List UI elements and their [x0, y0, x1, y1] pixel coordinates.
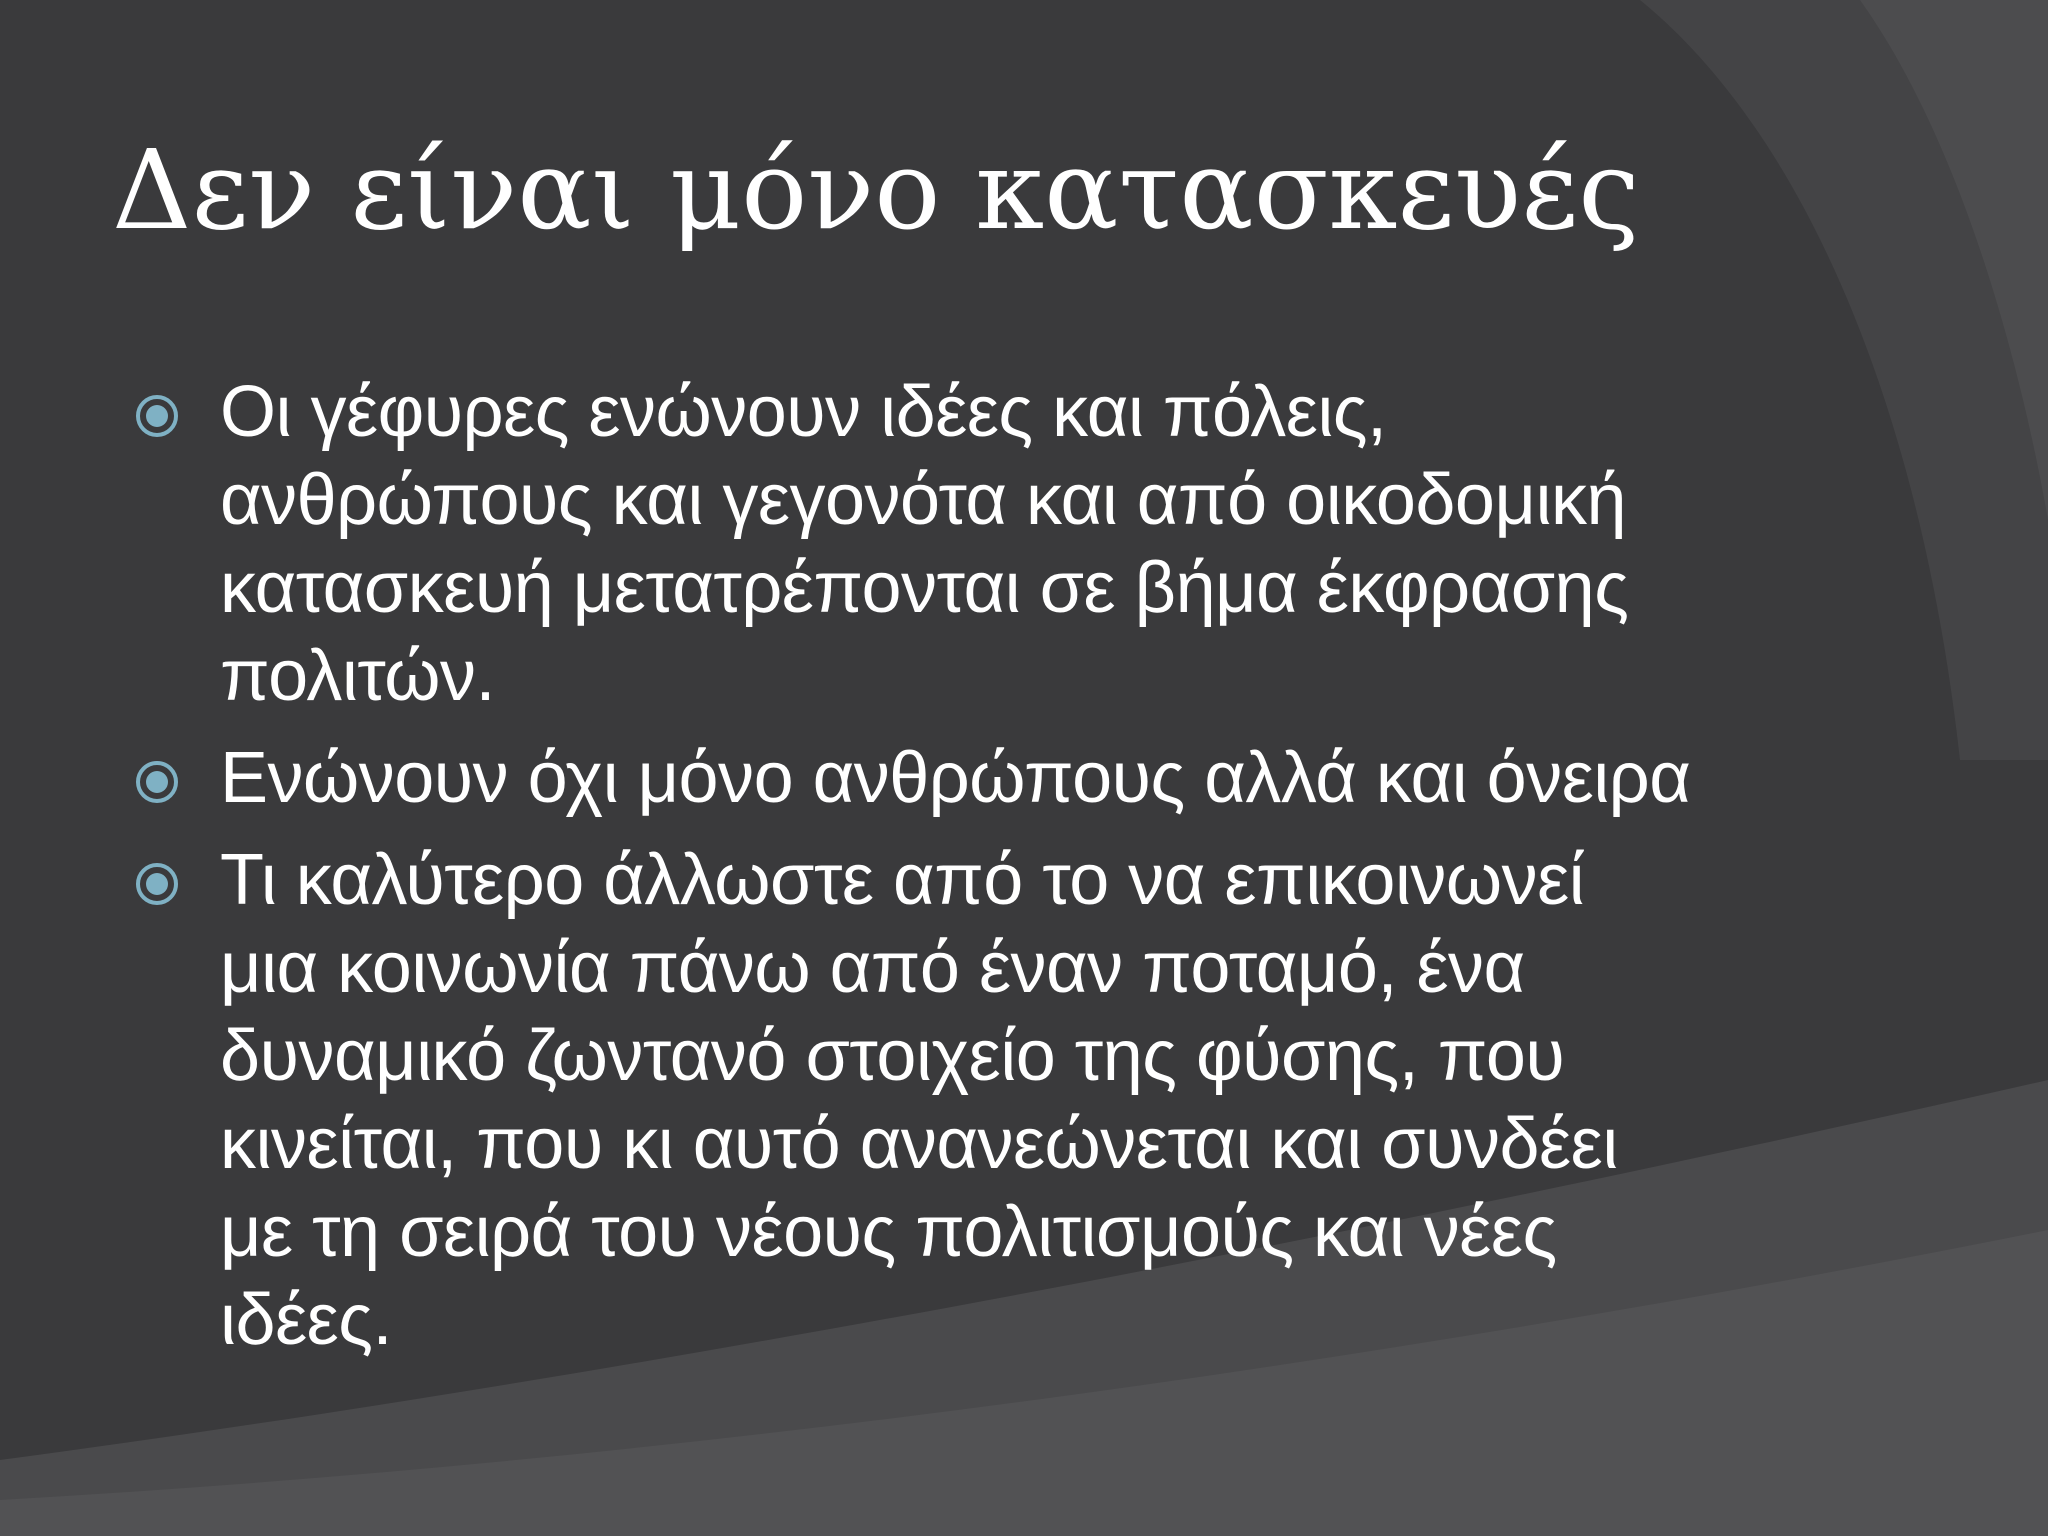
- bullet-line: Τι καλύτερο άλλωστε από το να επικοινωνεί: [220, 840, 1585, 920]
- bullet-text: [220, 836, 1618, 1364]
- slide-title: Δεν είναι μόνο κατασκευές: [112, 126, 1640, 254]
- bullet-list: [134, 368, 1774, 1378]
- bullet-text: [220, 734, 1690, 822]
- bullet-line: δυναμικό ζωντανό στοιχείο της φύσης, που: [220, 1016, 1565, 1096]
- bullet-line: με τη σειρά του νέους πολιτισμούς και νέες: [220, 1192, 1557, 1272]
- bullet-line: ιδέες.: [220, 1280, 392, 1360]
- bullet-line: κινείται, που κι αυτό ανανεώνεται και συνδέει: [220, 1104, 1618, 1184]
- circled-dot-icon: [134, 759, 180, 805]
- bullet-line: μια κοινωνία πάνω από έναν ποταμό, ένα: [220, 928, 1525, 1008]
- bullet-line: Ενώνουν όχι μόνο ανθρώπους αλλά και όνειρα: [220, 738, 1691, 818]
- bullet-text: [220, 368, 1628, 720]
- circled-dot-icon: [134, 861, 180, 907]
- bullet-line: κατασκευή μετατρέπονται σε βήμα έκφρασης: [220, 548, 1629, 628]
- circled-dot-icon: [134, 393, 180, 439]
- bullet-line: πολιτών.: [220, 636, 495, 716]
- bullet-item: [134, 734, 1774, 822]
- bullet-item: [134, 368, 1774, 720]
- bullet-item: [134, 836, 1774, 1364]
- bullet-line: ανθρώπους και γεγονότα και από οικοδομική: [220, 460, 1626, 540]
- bullet-line: Οι γέφυρες ενώνουν ιδέες και πόλεις,: [220, 372, 1387, 452]
